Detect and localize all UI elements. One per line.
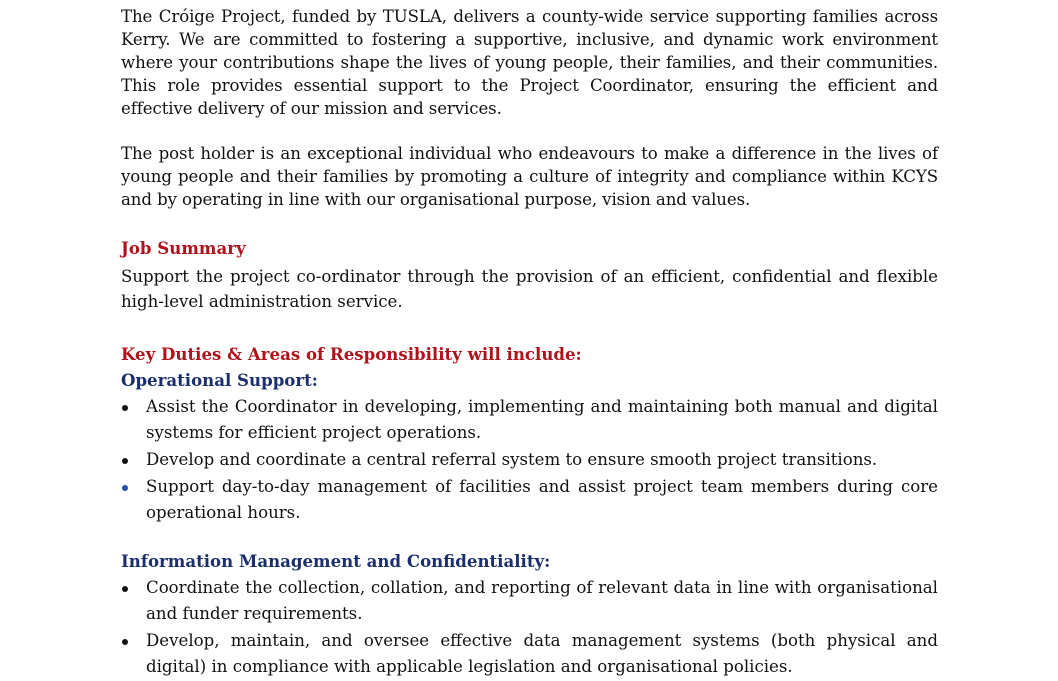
bullet-icon — [122, 485, 128, 491]
bullet-icon — [122, 639, 128, 645]
operational-support-heading: Operational Support: — [121, 370, 318, 390]
job-summary-text: Support the project co-ordinator through the provision of an efficient, confidential and flexible high-level administration service. — [121, 267, 938, 311]
list-item — [121, 628, 938, 680]
post-holder-paragraph: The post holder is an exceptional individual who endeavours to make a difference in the lives of young people and their families by promoting a culture of integrity and compliance within KCYS and by operating in line with our organisational purpose, vision and values. — [121, 144, 938, 209]
key-duties-heading: Key Duties & Areas of Responsibility will include: — [121, 344, 582, 364]
intro-paragraph: The Cróige Project, funded by TUSLA, delivers a county-wide service supporting families across Kerry. We are committed to fostering a supportive, inclusive, and dynamic work environment where your contributions shape the lives of young people, their families, and their communities. This role provides essential support to the Project Coordinator, ensuring the efficient and effective delivery of our mission and services. — [121, 7, 938, 118]
job-summary-heading: Job Summary — [121, 238, 246, 258]
list-item — [121, 394, 938, 446]
bullet-icon — [122, 586, 128, 592]
list-item — [121, 447, 938, 473]
information-management-heading: Information Management and Confidentiality: — [121, 551, 551, 571]
information-management-list — [121, 575, 938, 681]
list-item-text: Coordinate the collection, collation, and reporting of relevant data in line with organisational and funder requirements. — [146, 578, 938, 623]
list-item-text: Develop and coordinate a central referral system to ensure smooth project transitions. — [146, 450, 878, 469]
list-item — [121, 474, 938, 526]
list-item-text: Develop, maintain, and oversee effective data management systems (both physical and digital) in compliance with applicable legislation and organisational policies. — [146, 631, 938, 676]
list-item — [121, 575, 938, 627]
list-item-text: Support day-to-day management of facilities and assist project team members during core operational hours. — [146, 477, 938, 522]
bullet-icon — [122, 458, 128, 464]
bullet-icon — [122, 405, 128, 411]
operational-support-list — [121, 394, 938, 527]
list-item-text: Assist the Coordinator in developing, implementing and maintaining both manual and digital systems for efficient project operations. — [146, 397, 938, 442]
